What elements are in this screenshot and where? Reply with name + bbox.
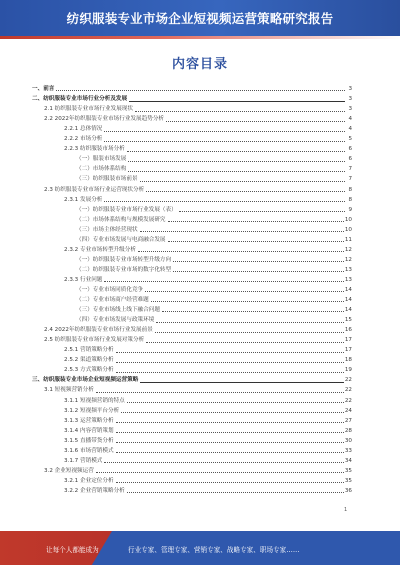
toc-entry[interactable] <box>32 416 352 426</box>
toc-entry-title: （二）专业市场商户经营难题 <box>76 297 149 304</box>
toc-entry-page: 22 <box>344 377 352 384</box>
toc-entry-title: 3.2.1 企业定位分析 <box>64 477 114 484</box>
toc-leader-dots <box>145 290 344 292</box>
toc-leader-dots <box>146 190 345 192</box>
toc-entry[interactable] <box>32 144 352 154</box>
toc-entry-page: 13 <box>344 276 352 283</box>
toc-entry-page: 6 <box>348 156 352 163</box>
toc-leader-dots <box>104 140 345 142</box>
toc-entry-title: 3.1.7 营销模式 <box>64 457 103 464</box>
toc-entry-title: 3.2 企业短视频运营 <box>44 467 94 474</box>
toc-entry[interactable] <box>32 375 352 385</box>
toc-leader-dots <box>104 130 345 132</box>
toc-entry-page: 14 <box>344 297 352 304</box>
toc-leader-dots <box>116 351 344 353</box>
toc-entry[interactable] <box>32 164 352 174</box>
toc-leader-dots <box>116 431 344 433</box>
toc-entry-page: 13 <box>344 266 352 273</box>
toc-entry[interactable] <box>32 265 352 275</box>
document-header <box>0 0 400 36</box>
toc-entry[interactable] <box>32 94 352 104</box>
toc-entry-title: 2.2.2 市场分析 <box>64 136 103 143</box>
toc-entry-title: 2.3.3 行业问题 <box>64 276 103 283</box>
toc-entry-page: 12 <box>344 246 352 253</box>
toc-leader-dots <box>135 110 345 112</box>
toc-entry-page: 4 <box>348 126 352 133</box>
toc-entry-title: 3.1.1 短视频营销的特点 <box>64 397 125 404</box>
toc-entry-page: 30 <box>344 437 352 444</box>
toc-entry[interactable] <box>32 124 352 134</box>
toc-entry[interactable] <box>32 205 352 215</box>
toc-entry-title: （一）专业市场同质化竞争 <box>76 286 144 293</box>
toc-entry-page: 16 <box>344 327 352 334</box>
toc-leader-dots <box>116 371 344 373</box>
toc-entry-title: （一）服装市场发展 <box>76 156 127 163</box>
toc-entry[interactable] <box>32 446 352 456</box>
toc-entry-page: 36 <box>344 487 352 494</box>
toc-leader-dots <box>151 300 344 302</box>
toc-entry-page: 10 <box>344 216 352 223</box>
toc-entry[interactable] <box>32 235 352 245</box>
toc-leader-dots <box>116 361 344 363</box>
toc-entry[interactable] <box>32 325 352 335</box>
toc-entry-title: 2.3.1 发展分析 <box>64 196 103 203</box>
toc-entry[interactable] <box>32 456 352 466</box>
toc-entry[interactable] <box>32 335 352 345</box>
toc-entry-page: 22 <box>344 387 352 394</box>
toc-entry[interactable] <box>32 275 352 285</box>
toc-leader-dots <box>156 321 344 323</box>
toc-leader-dots <box>116 481 344 483</box>
footer-slogan-left: 让每个人都能成为 <box>46 546 99 554</box>
toc-entry-page: 24 <box>344 407 352 414</box>
toc-entry[interactable] <box>32 436 352 446</box>
toc-entry[interactable] <box>32 476 352 486</box>
toc-leader-dots <box>116 421 344 423</box>
toc-entry-title: （一）纺织服装专业市场转型升级方向 <box>76 256 172 263</box>
toc-entry-page: 6 <box>348 146 352 153</box>
toc-entry[interactable] <box>32 184 352 194</box>
toc-entry[interactable] <box>32 345 352 355</box>
toc-entry[interactable] <box>32 255 352 265</box>
toc-entry-title: 三、纺织服装专业市场企业短视频运营策略 <box>32 377 139 384</box>
toc-entry[interactable] <box>32 174 352 184</box>
toc-leader-dots <box>140 180 345 182</box>
toc-entry[interactable] <box>32 365 352 375</box>
toc-entry[interactable] <box>32 134 352 144</box>
toc-leader-dots <box>155 331 344 333</box>
toc-leader-dots <box>121 411 344 413</box>
toc-entry-title: （二）市场体系结构与规模发展研究 <box>76 216 166 223</box>
toc-entry-page: 35 <box>344 467 352 474</box>
toc-entry-title: 3.1 短视频营销分析 <box>44 387 94 394</box>
toc-leader-dots <box>173 260 344 262</box>
toc-entry[interactable] <box>32 426 352 436</box>
toc-leader-dots <box>56 89 345 91</box>
toc-entry[interactable] <box>32 315 352 325</box>
toc-entry-title: 3.1.5 直播带货分析 <box>64 437 114 444</box>
toc-entry-title: 2.5 纺织服装专业市场行业发展对策分析 <box>44 337 145 344</box>
toc-leader-dots <box>96 391 344 393</box>
toc-entry-title: （三）专业市场线上线下融合问题 <box>76 307 160 314</box>
toc-leader-dots <box>128 160 345 162</box>
toc-entry-title: 3.2.2 企业营销策略分析 <box>64 487 125 494</box>
toc-entry[interactable] <box>32 154 352 164</box>
toc-entry-page: 11 <box>344 236 352 243</box>
toc-entry[interactable] <box>32 355 352 365</box>
toc-leader-dots <box>116 451 344 453</box>
toc-entry-page: 17 <box>344 347 352 354</box>
toc-entry-page: 9 <box>348 206 352 213</box>
toc-entry-page: 7 <box>348 176 352 183</box>
toc-entry-page: 35 <box>344 477 352 484</box>
toc-entry-page: 3 <box>348 86 352 93</box>
toc-entry[interactable] <box>32 225 352 235</box>
toc-entry[interactable] <box>32 84 352 94</box>
toc-entry[interactable] <box>32 195 352 205</box>
page-number: 1 <box>344 507 348 513</box>
toc-entry-title: （三）市场主体经营现状 <box>76 226 138 233</box>
toc-entry-title: 2.3.2 专业市场转型升级分析 <box>64 246 136 253</box>
document-title: 纺织服装专业市场企业短视频运营策略研究报告 <box>66 11 334 26</box>
toc-leader-dots <box>104 280 343 282</box>
header-accent-stripe <box>0 36 400 39</box>
footer-slogan-right: 行业专家、管理专家、营销专家、战略专家、职场专家…… <box>128 546 300 554</box>
toc-leader-dots <box>140 230 344 232</box>
toc-leader-dots <box>168 220 344 222</box>
toc-entry-title: 2.1 纺织服装专业市场行业发展现状 <box>44 106 133 113</box>
toc-entry-page: 7 <box>348 166 352 173</box>
toc-entry-title: （一）纺织服装专业市场行业发展（表） <box>76 206 177 213</box>
toc-entry[interactable] <box>32 395 352 405</box>
toc-entry-page: 27 <box>344 417 352 424</box>
toc-entry-page: 14 <box>344 307 352 314</box>
toc-entry-title: 3.1.4 内容营销策划 <box>64 427 114 434</box>
toc-entry-page: 17 <box>344 337 352 344</box>
toc-entry-page: 8 <box>348 196 352 203</box>
toc-leader-dots <box>140 381 344 383</box>
toc-entry-title: （四）专业市场发展与政策环境 <box>76 317 155 324</box>
toc-leader-dots <box>179 210 345 212</box>
toc-entry-title: 2.5.1 营销策略分析 <box>64 347 114 354</box>
toc-entry-page: 8 <box>348 186 352 193</box>
toc-entry-title: 2.2.3 纺织服装市场分析 <box>64 146 125 153</box>
toc-leader-dots <box>128 170 345 172</box>
toc-entry-page: 3 <box>348 96 352 103</box>
toc-leader-dots <box>168 240 344 242</box>
toc-entry-page: 5 <box>348 136 352 143</box>
toc-entry[interactable] <box>32 406 352 416</box>
toc-leader-dots <box>162 310 344 312</box>
toc-entry-title: （四）专业市场发展与电商融合发展 <box>76 236 166 243</box>
toc-entry-title: 2.5.2 渠道策略分析 <box>64 357 114 364</box>
toc-entry-page: 34 <box>344 457 352 464</box>
toc-entry-title: 3.1.6 市场营销模式 <box>64 447 114 454</box>
toc-entry-title: （三）纺织服装市场前景 <box>76 176 138 183</box>
toc-leader-dots <box>166 120 345 122</box>
toc-entry[interactable] <box>32 215 352 225</box>
toc-entry[interactable] <box>32 385 352 395</box>
toc-entry-title: 3.1.2 短视频平台分析 <box>64 407 120 414</box>
toc-entry-title: （二）纺织服装专业市场的数字化转型 <box>76 266 172 273</box>
toc-leader-dots <box>116 441 344 443</box>
toc-leader-dots <box>138 250 344 252</box>
toc-entry-page: 4 <box>348 116 352 123</box>
toc-entry-title: 2.3 纺织服装专业市场行业运营现状分析 <box>44 186 145 193</box>
toc-entry[interactable] <box>32 295 352 305</box>
toc-heading: 内容目录 <box>171 57 228 72</box>
toc-entry-page: 28 <box>344 427 352 434</box>
toc-leader-dots <box>127 150 345 152</box>
toc-entry-title: 2.4 2022年纺织服装专业市场行业发展前景 <box>44 327 153 334</box>
toc-entry-page: 22 <box>344 397 352 404</box>
toc-leader-dots <box>173 270 344 272</box>
toc-entry[interactable] <box>32 245 352 255</box>
toc-leader-dots <box>129 100 345 102</box>
toc-leader-dots <box>96 471 344 473</box>
toc-leader-dots <box>127 491 344 493</box>
toc-entry-page: 18 <box>344 357 352 364</box>
toc-entry[interactable] <box>32 305 352 315</box>
toc-entry[interactable] <box>32 486 352 496</box>
toc-entry-page: 19 <box>344 367 352 374</box>
toc-entry-page: 3 <box>348 106 352 113</box>
toc-entry-page: 33 <box>344 447 352 454</box>
toc-entry-title: （二）市场体系结构 <box>76 166 127 173</box>
toc-leader-dots <box>104 200 345 202</box>
toc-entry[interactable] <box>32 466 352 476</box>
toc-entry-title: 2.2 2022年纺织服装专业市场行业发展趋势分析 <box>44 116 165 123</box>
toc-entry-title: 3.1.3 运营策略分析 <box>64 417 114 424</box>
toc-leader-dots <box>104 461 343 463</box>
toc-entry[interactable] <box>32 104 352 114</box>
toc-entry-page: 12 <box>344 256 352 263</box>
toc-entry-page: 15 <box>344 317 352 324</box>
toc-entry-page: 14 <box>344 286 352 293</box>
toc-entry-title: 二、纺织服装专业市场行业分析及发展 <box>32 96 128 103</box>
document-footer <box>0 531 400 565</box>
toc-leader-dots <box>127 401 344 403</box>
toc-entry-title: 一、前言 <box>32 86 55 93</box>
toc-entry[interactable] <box>32 285 352 295</box>
toc-entry-title: 2.2.1 总体情况 <box>64 126 103 133</box>
table-of-contents <box>32 84 352 496</box>
toc-entry-title: 2.5.3 方式策略分析 <box>64 367 114 374</box>
toc-entry-page: 10 <box>344 226 352 233</box>
toc-entry[interactable] <box>32 114 352 124</box>
toc-leader-dots <box>146 341 344 343</box>
